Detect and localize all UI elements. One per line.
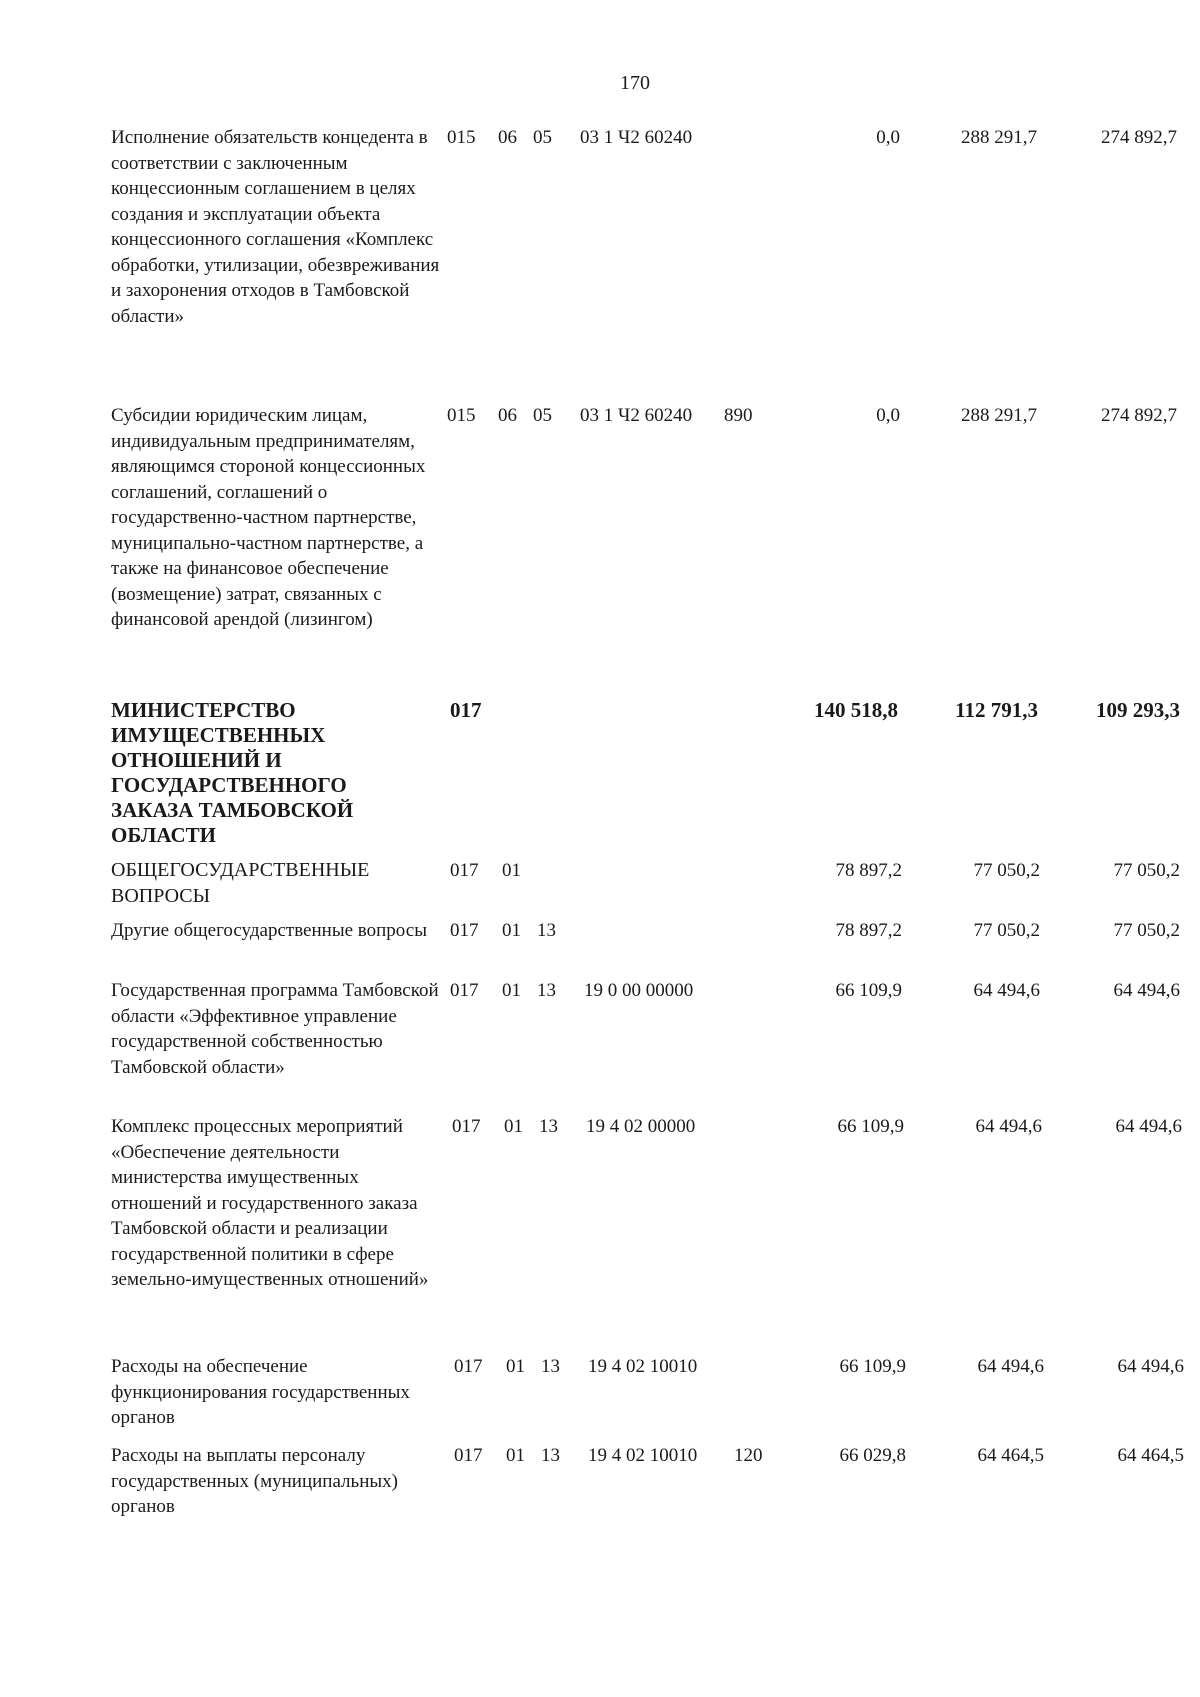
amount-year-3: 64 494,6 [1117,1356,1184,1377]
ministry-code: 017 [450,920,479,941]
row-description: ОБЩЕГОСУДАРСТВЕННЫЕ ВОПРОСЫ [111,859,370,907]
row-description: Расходы на выплаты персоналу государственных (муниципальных) органов [111,1445,398,1517]
row-description: Исполнение обязательств концедента в соответствии с заключенным концессионным соглашением в целях создания и эксплуатации объекта концессионного соглашения «Комплекс обработки, утилизации, обезвреживания и захоронения отходов в Тамбовской области» [111,127,440,327]
section-code: 01 [502,980,521,1001]
section-code: 01 [502,920,521,941]
amount-year-3: 64 494,6 [1115,1116,1182,1137]
amount-year-1: 66 029,8 [839,1445,906,1466]
amount-year-2: 288 291,7 [961,405,1037,426]
amount-year-2: 64 494,6 [973,980,1040,1001]
ministry-code: 017 [450,980,479,1001]
section-code: 06 [498,405,517,426]
row-description: Комплекс процессных мероприятий «Обеспечение деятельности министерства имущественных отношений и государственного заказа Тамбовской области и реализации государственной политики в сфере земельно-имущественных отношений» [111,1116,429,1290]
row-description: Государственная программа Тамбовской области «Эффективное управление государственной собственностью Тамбовской области» [111,980,439,1078]
target-article-code: 03 1 Ч2 60240 [580,405,693,426]
subsection-code: 13 [537,980,556,1001]
ministry-code: 017 [454,1445,483,1466]
subsection-code: 13 [541,1356,560,1377]
amount-year-1: 0,0 [876,127,900,148]
section-code: 01 [506,1356,525,1377]
expense-type-code: 890 [724,405,753,426]
amount-year-1: 66 109,9 [835,980,902,1001]
row-description: Субсидии юридическим лицам, индивидуальным предпринимателям, являющимся стороной концессионных соглашений, соглашений о государственно-частном партнерстве, муниципально-частном партнерстве, а также на финансовое обеспечение (возмещение) затрат, связанных с финансовой арендой (лизингом) [111,405,426,630]
section-code: 01 [506,1445,525,1466]
amount-year-1: 78 897,2 [835,920,902,941]
ministry-code: 015 [447,127,476,148]
ministry-code: 017 [450,860,479,881]
amount-year-3: 109 293,3 [1096,698,1180,722]
target-article-code: 03 1 Ч2 60240 [580,127,693,148]
amount-year-1: 140 518,8 [814,698,898,722]
amount-year-3: 77 050,2 [1113,860,1180,881]
amount-year-2: 112 791,3 [955,698,1038,722]
subsection-code: 13 [537,920,556,941]
subsection-code: 05 [533,127,552,148]
target-article-code: 19 4 02 00000 [586,1116,696,1137]
amount-year-2: 288 291,7 [961,127,1037,148]
amount-year-1: 66 109,9 [837,1116,904,1137]
amount-year-3: 274 892,7 [1101,127,1177,148]
ministry-code: 017 [454,1356,483,1377]
ministry-code: 015 [447,405,476,426]
ministry-code: 017 [450,698,482,722]
target-article-code: 19 4 02 10010 [588,1445,698,1466]
section-code: 01 [504,1116,523,1137]
subsection-code: 13 [541,1445,560,1466]
amount-year-3: 64 494,6 [1113,980,1180,1001]
subsection-code: 05 [533,405,552,426]
amount-year-2: 77 050,2 [973,920,1040,941]
amount-year-1: 66 109,9 [839,1356,906,1377]
section-code: 06 [498,127,517,148]
amount-year-3: 77 050,2 [1113,920,1180,941]
amount-year-3: 274 892,7 [1101,405,1177,426]
row-description: МИНИСТЕРСТВО ИМУЩЕСТВЕННЫХ ОТНОШЕНИЙ И ГОСУДАРСТВЕННОГО ЗАКАЗА ТАМБОВСКОЙ ОБЛАСТИ [111,698,354,847]
section-code: 01 [502,860,521,881]
amount-year-3: 64 464,5 [1117,1445,1184,1466]
amount-year-2: 64 464,5 [977,1445,1044,1466]
target-article-code: 19 0 00 00000 [584,980,694,1001]
page-number: 170 [620,72,650,94]
row-description: Расходы на обеспечение функционирования государственных органов [111,1356,410,1428]
target-article-code: 19 4 02 10010 [588,1356,698,1377]
expense-type-code: 120 [734,1445,763,1466]
amount-year-1: 78 897,2 [835,860,902,881]
subsection-code: 13 [539,1116,558,1137]
row-description: Другие общегосударственные вопросы [111,920,427,941]
ministry-code: 017 [452,1116,481,1137]
amount-year-1: 0,0 [876,405,900,426]
amount-year-2: 64 494,6 [977,1356,1044,1377]
amount-year-2: 77 050,2 [973,860,1040,881]
amount-year-2: 64 494,6 [975,1116,1042,1137]
